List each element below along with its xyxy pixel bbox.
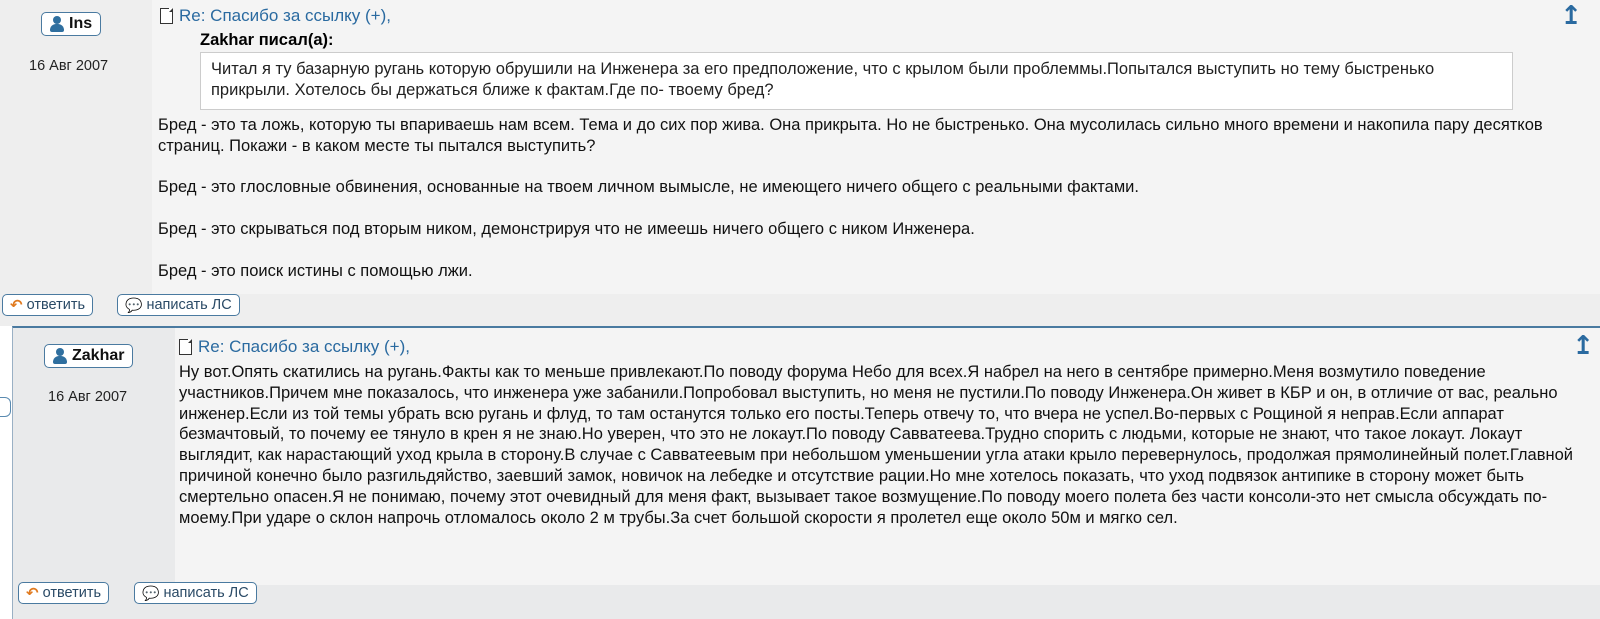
- post-content: [152, 0, 1600, 294]
- author-profile-button[interactable]: [44, 344, 133, 368]
- quote-author: Zakhar писал(а):: [200, 31, 334, 49]
- collapse-handle[interactable]: [0, 397, 11, 417]
- speech-bubble-icon: 💬: [125, 296, 143, 313]
- post-title-link[interactable]: Re: Спасибо за ссылку (+),: [179, 6, 391, 25]
- reply-label: ответить: [42, 585, 102, 601]
- document-icon: [160, 8, 173, 24]
- pm-label: написать ЛС: [163, 585, 249, 601]
- post-title-link[interactable]: Re: Спасибо за ссылку (+),: [198, 337, 410, 356]
- post-date: 16 Авг 2007: [48, 389, 128, 405]
- post-title[interactable]: [160, 6, 391, 26]
- post-author-panel: [0, 0, 152, 326]
- author-profile-button[interactable]: [41, 12, 101, 36]
- back-to-top-icon[interactable]: ↥: [1572, 330, 1594, 360]
- pm-label: написать ЛС: [146, 297, 232, 313]
- post-author-panel: [13, 328, 165, 619]
- post-paragraph: Бред - это та ложь, которую ты впариваешь нам всем. Тема и до сих пор жива. Она прикрыта. Но не быстренько. Она мусолилась сильно много времени и накопила пару десятков страниц. Покажи - в каком месте ты пытался выступить?: [158, 116, 1543, 155]
- user-icon: [50, 16, 64, 32]
- author-name: Zakhar: [72, 347, 125, 364]
- post-paragraph: Бред - это поиск истины с помощью лжи.: [158, 261, 473, 280]
- reply-arrow-icon: ↶: [10, 297, 23, 314]
- document-icon: [179, 339, 192, 355]
- post-paragraph: Бред - это скрываться под вторым ником, демонстрируя что не имеешь ничего общего с ником Инженера.: [158, 219, 975, 238]
- send-pm-button[interactable]: [117, 294, 240, 316]
- author-name: Ins: [69, 15, 93, 32]
- reply-button[interactable]: [2, 294, 93, 316]
- reply-button[interactable]: [18, 582, 109, 604]
- speech-bubble-icon: 💬: [142, 584, 160, 601]
- back-to-top-icon[interactable]: ↥: [1560, 0, 1582, 30]
- post-date: 16 Авг 2007: [29, 58, 109, 74]
- reply-label: ответить: [26, 297, 86, 313]
- post-body: Ну вот.Опять скатились на ругань.Факты как то меньше привлекают.По поводу форума Небо для всех.Я набрел на него в сентябре примерно.Меня возмутило поведение участников.Причем мне показалось, что инженера уже забанили.Попробовал выступить, но меня не пустили.По поводу Инженера.Он живет в КБР и он, в отличие от вас, реально инженер.Если из той темы убрать всю ругань и флуд, то там останутся только его посты.Теперь отвечу то, что вчера не успел.Во-первых с Рощиной я неправ.Если аппарат безмачтовый, то почему ее тянуло в крен я не знаю.Но уверен, что это не локаут.По поводу Савватеева.Трудно спорить с людьми, которые не знают, что такое локаут. Локаут выглядит, как нарастающий уход крыла в сторону.В случае с Савватеевым при небольшом уменьшении угла атаки крыло перевернулось, продолжая прямолинейный полет.Главной причиной конечно было разгильдяйство, заевший замок, новичок на лебедке и отсутствие рации.Но мне хотелось показать, что уход подвязок антипике в сторону может быть смертельно опасен.Я не понимаю, почему этот очевидный для меня факт, вызывает такое возмущение.По поводу моего полета без части консоли-это нет смысла обсуждать по-моему.При ударе о склон напрочь отломалось около 2 м трубы.За счет большой скорости я пролетел еще около 50м и мягко сел.: [179, 363, 1573, 527]
- quote-block: Читал я ту базарную ругань которую обрушили на Инженера за его предположение, что с крылом были проблеммы.Попытался выступить но тему быстренько прикрыли. Хотелось бы держаться ближе к фактам.Где по- твоему бред?: [200, 52, 1513, 110]
- send-pm-button[interactable]: [134, 582, 257, 604]
- post-title[interactable]: [179, 337, 410, 357]
- forum-post: [12, 326, 1600, 619]
- post-paragraph: Бред - это глословные обвинения, основанные на твоем личном вымысле, не имеющего ничего общего с реальными фактами.: [158, 178, 1139, 197]
- reply-arrow-icon: ↶: [26, 585, 39, 602]
- user-icon: [53, 348, 67, 364]
- post-content: [175, 328, 1600, 585]
- post-body: [158, 115, 1548, 281]
